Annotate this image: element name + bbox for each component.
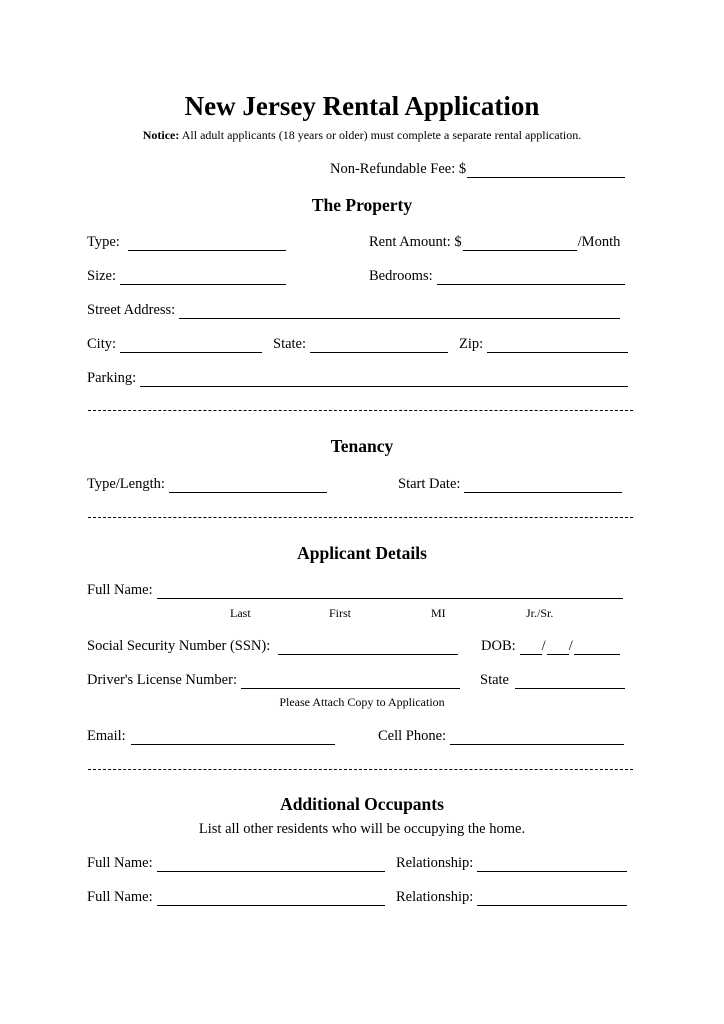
tenancy-heading: Tenancy (330, 436, 394, 456)
form-title: New Jersey Rental Application (184, 91, 540, 121)
license-field (87, 671, 460, 689)
attach-note: Please Attach Copy to Application (279, 695, 445, 709)
bedrooms-field (369, 267, 625, 285)
applicant-heading: Applicant Details (297, 543, 427, 563)
license-input-line[interactable] (241, 674, 460, 689)
city-field (87, 335, 262, 353)
fee-field (330, 160, 625, 178)
rent-amount-field (369, 233, 620, 251)
email-input-line[interactable] (131, 730, 335, 745)
notice-text (0, 127, 724, 143)
occupant-name-field (87, 888, 385, 906)
property-type-label: Type: (87, 234, 120, 250)
occupant-relationship-field (396, 854, 627, 872)
dob-month-line[interactable] (520, 640, 542, 655)
ssn-input-line[interactable] (278, 640, 458, 655)
property-heading: The Property (311, 195, 413, 215)
parking-input-line[interactable] (140, 372, 628, 387)
type-length-field (87, 475, 327, 493)
cell-phone-input-line[interactable] (450, 730, 624, 745)
dob-year-line[interactable] (574, 640, 620, 655)
cell-phone-field (378, 727, 624, 745)
full-name-input-line[interactable] (157, 584, 623, 599)
state-input-line[interactable] (310, 338, 448, 353)
section-divider (88, 517, 633, 518)
property-type-input-line[interactable] (128, 236, 286, 251)
occupant-relationship-label: Relationship: (396, 855, 474, 871)
notice-label: Notice: (142, 128, 180, 142)
license-state-field (480, 671, 625, 689)
bedrooms-label: Bedrooms: (369, 268, 433, 284)
dob-label: DOB: (481, 638, 516, 654)
street-address-input-line[interactable] (179, 304, 620, 319)
dob-field: DOB: / / (481, 637, 620, 655)
city-label: City: (87, 336, 117, 352)
start-date-field (398, 475, 622, 493)
email-field (87, 727, 335, 745)
occupants-heading: Additional Occupants (280, 794, 444, 814)
name-part-last: Last (230, 606, 251, 620)
occupants-subtitle: List all other residents who will be occupying the home. (198, 821, 526, 837)
full-name-field (87, 581, 623, 599)
start-date-input-line[interactable] (464, 478, 622, 493)
ssn-field (87, 637, 458, 655)
occupant-relationship-field (396, 888, 627, 906)
full-name-label: Full Name: (87, 582, 153, 598)
rent-suffix: /Month (577, 234, 621, 250)
license-label: Driver's License Number: (87, 672, 237, 688)
type-length-label: Type/Length: (87, 476, 165, 492)
name-part-first: First (329, 606, 352, 620)
zip-input-line[interactable] (487, 338, 628, 353)
state-label: State: (273, 336, 307, 352)
start-date-label: Start Date: (398, 476, 461, 492)
size-input-line[interactable] (120, 270, 286, 285)
parking-field (87, 369, 628, 387)
section-divider (88, 769, 633, 770)
occupant-name-field (87, 854, 385, 872)
type-length-input-line[interactable] (169, 478, 327, 493)
fee-input-line[interactable] (467, 163, 625, 178)
occupant-relationship-input-line[interactable] (477, 857, 627, 872)
city-input-line[interactable] (120, 338, 262, 353)
rent-amount-label: Rent Amount: $ (369, 234, 462, 250)
size-label: Size: (87, 268, 116, 284)
name-part-suffix: Jr./Sr. (526, 606, 554, 620)
bedrooms-input-line[interactable] (437, 270, 625, 285)
license-state-input-line[interactable] (515, 674, 625, 689)
ssn-label: Social Security Number (SSN): (87, 638, 271, 654)
cell-phone-label: Cell Phone: (378, 728, 447, 744)
street-address-label: Street Address: (87, 302, 176, 318)
property-type-field (87, 233, 286, 251)
occupant-relationship-label: Relationship: (396, 889, 474, 905)
section-divider (88, 410, 633, 411)
zip-label: Zip: (459, 336, 484, 352)
rent-amount-input-line[interactable] (463, 236, 577, 251)
occupant-name-label: Full Name: (87, 889, 153, 905)
fee-label: Non-Refundable Fee: $ (330, 161, 467, 177)
name-part-mi: MI (431, 606, 446, 620)
occupant-relationship-input-line[interactable] (477, 891, 627, 906)
email-label: Email: (87, 728, 126, 744)
occupant-name-label: Full Name: (87, 855, 153, 871)
license-state-label: State (480, 672, 509, 688)
parking-label: Parking: (87, 370, 137, 386)
occupant-name-input-line[interactable] (157, 857, 385, 872)
occupant-name-input-line[interactable] (157, 891, 385, 906)
notice-body: All adult applicants (18 years or older) must complete a separate rental application. (181, 128, 582, 142)
zip-field (459, 335, 628, 353)
state-field (273, 335, 448, 353)
street-address-field (87, 301, 620, 319)
dob-day-line[interactable] (547, 640, 569, 655)
size-field (87, 267, 286, 285)
